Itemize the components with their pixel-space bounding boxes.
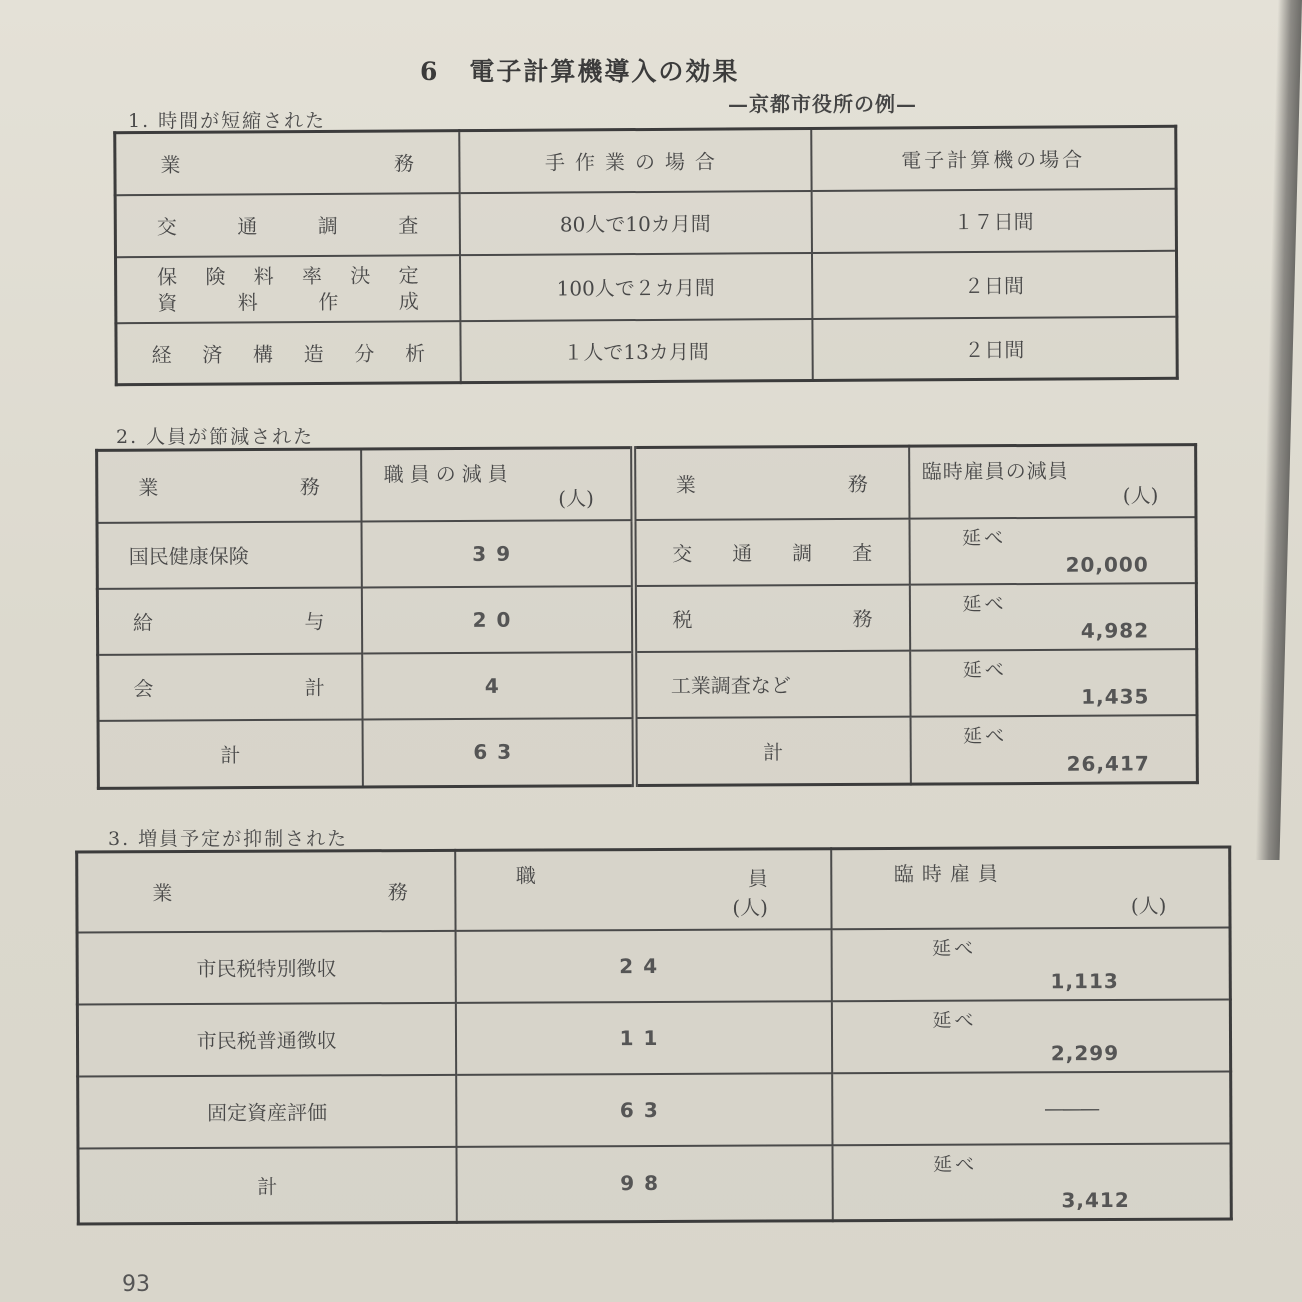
header-staff-char: 職 [515, 863, 542, 888]
temp-value-cell [909, 517, 1196, 585]
header-task-char: 業 [675, 472, 696, 498]
header-temp-unit: (人) [1130, 893, 1167, 918]
staff-value: 39 [361, 520, 633, 587]
cumulative-label: 延べ [933, 1153, 978, 1176]
computer-cell: １７日間 [811, 188, 1176, 252]
header-staff [455, 849, 831, 931]
time-reduction-table [113, 125, 1179, 386]
manual-cell: 100人で２カ月間 [459, 252, 811, 320]
temp-value: 20,000 [1065, 551, 1149, 577]
task-cell [633, 584, 909, 651]
header-task [115, 131, 459, 195]
computer-cell: ２日間 [811, 250, 1176, 318]
task-cell [115, 255, 459, 323]
total-label: 計 [78, 1146, 456, 1224]
table-row [115, 250, 1176, 322]
total-label: 計 [98, 719, 362, 788]
task-char: 計 [304, 675, 325, 700]
staff-value: 4 [362, 652, 634, 719]
section3-title: 3. 増員予定が抑制された [108, 828, 349, 850]
header-task-right [633, 446, 909, 519]
table-row [77, 999, 1230, 1076]
task-cell [97, 587, 361, 654]
temp-value-cell [831, 999, 1230, 1073]
task-cell: 固定資産評価 [78, 1074, 456, 1148]
cumulative-label: 延べ [962, 526, 1007, 549]
table-header-row [97, 445, 1196, 523]
book-page-edge [1255, 0, 1302, 860]
task-char: 済 [202, 342, 223, 367]
task-char: 析 [404, 341, 426, 366]
task-char: 会 [133, 676, 154, 701]
header-task-char: 業 [160, 153, 181, 178]
table-row [97, 517, 1196, 589]
temp-value-cell [910, 649, 1197, 717]
table-row [116, 316, 1177, 384]
temp-total-cell [910, 715, 1197, 785]
task-char: 決 [350, 263, 371, 288]
task-char: 率 [301, 263, 323, 288]
manual-cell: １人で13カ月間 [460, 318, 812, 382]
table-total-row [98, 715, 1197, 789]
temp-value-cell [909, 583, 1196, 651]
hiring-suppression-table [75, 845, 1233, 1225]
header-manual: 手作業の場合 [459, 128, 811, 192]
task-char: 分 [354, 341, 375, 366]
task-char: 料 [237, 289, 258, 314]
cumulative-label: 延べ [962, 592, 1007, 615]
temp-value: 4,982 [1080, 617, 1150, 643]
task-char: 交 [156, 214, 177, 239]
task-char: 査 [852, 540, 873, 565]
task-char: 構 [252, 342, 274, 367]
task-char: 調 [792, 541, 813, 566]
table-row [77, 927, 1230, 1004]
table-row [98, 649, 1197, 721]
staff-total: 98 [456, 1145, 832, 1223]
temp-value: 1,113 [1050, 968, 1119, 993]
task-char: 給 [132, 610, 154, 635]
temp-total: 26,417 [1066, 751, 1150, 776]
header-staff-reduction-label: 職員の減員 [383, 461, 514, 487]
header-task-left [97, 449, 361, 522]
table-row [78, 1071, 1231, 1148]
task-char: 通 [237, 214, 258, 239]
header-staff-unit: (人) [558, 485, 594, 510]
cumulative-label: 延べ [932, 937, 977, 960]
staff-total: 63 [362, 718, 634, 787]
header-task-char: 業 [152, 881, 173, 906]
staff-value: 20 [361, 586, 633, 653]
header-task-char: 務 [299, 474, 320, 500]
header-temp-reduction-label: 臨時雇員の減員 [921, 458, 1069, 484]
temp-total-cell [832, 1143, 1231, 1221]
staff-reduction-table [95, 443, 1199, 790]
header-task [77, 850, 455, 932]
task-char: 定 [398, 262, 419, 288]
task-cell [115, 193, 459, 257]
task-cell [98, 653, 362, 720]
header-task-char: 務 [393, 151, 415, 176]
task-char: 造 [303, 341, 324, 366]
temp-value-cell [832, 1071, 1231, 1145]
section1-title: 1. 時間が短縮された [128, 110, 327, 132]
table-total-row [78, 1143, 1231, 1224]
temp-total: 3,412 [1061, 1187, 1130, 1213]
task-cell: 市民税特別徴収 [77, 930, 455, 1004]
page-number: 93 [122, 1272, 150, 1297]
header-task-char: 務 [847, 472, 868, 497]
header-staff-reduction [361, 448, 633, 521]
task-char: 通 [732, 541, 753, 566]
header-temp-label: 臨時雇員 [893, 861, 1006, 886]
header-staff-char: 員 [747, 866, 768, 891]
header-staff-unit: (人) [732, 895, 768, 920]
task-char: 作 [318, 289, 339, 314]
task-char: 保 [157, 264, 178, 289]
task-cell: 国民健康保険 [97, 521, 361, 588]
staff-value: 63 [456, 1073, 832, 1147]
task-char: 険 [205, 264, 226, 289]
heading-number: 6 [420, 57, 440, 86]
temp-value: 1,435 [1081, 683, 1150, 709]
staff-value: 11 [455, 1001, 831, 1075]
task-char: 料 [253, 263, 274, 288]
task-cell: 市民税普通徴収 [77, 1002, 455, 1076]
task-char: 税 [672, 607, 693, 632]
computer-cell: ２日間 [812, 316, 1177, 380]
header-temp [831, 847, 1230, 929]
table-row [115, 188, 1176, 256]
cumulative-label: 延べ [963, 724, 1008, 747]
header-computer: 電子計算機の場合 [811, 126, 1176, 190]
header-task-char: 業 [138, 475, 159, 500]
table-header-row [77, 847, 1230, 932]
header-temp-unit: (人) [1122, 482, 1159, 508]
task-char: 務 [852, 606, 873, 631]
task-cell [116, 321, 460, 385]
task-char: 査 [398, 213, 419, 238]
staff-value: 24 [455, 929, 831, 1003]
page-subtitle: —京都市役所の例— [728, 92, 917, 116]
cumulative-label: 延べ [932, 1009, 977, 1032]
total-label: 計 [634, 716, 910, 785]
table-row [97, 583, 1196, 655]
cumulative-label: 延べ [962, 658, 1007, 681]
table-header-row [115, 126, 1176, 194]
task-char: 成 [398, 288, 419, 314]
empty-dash: ——— [1044, 1095, 1099, 1120]
section2-title: 2. 人員が節減された [116, 426, 315, 448]
manual-cell: 80人で10カ月間 [459, 190, 811, 254]
task-char: 経 [151, 342, 172, 367]
task-cell: 工業調査など [634, 650, 910, 717]
page-title [420, 52, 739, 88]
heading-text: 電子計算機導入の効果 [469, 57, 740, 86]
task-char: 与 [304, 609, 325, 634]
header-task-char: 務 [387, 880, 408, 905]
header-temp-reduction [909, 445, 1196, 519]
temp-value: 2,299 [1050, 1040, 1120, 1065]
task-char: 調 [317, 213, 338, 239]
task-char: 交 [672, 541, 693, 566]
task-char: 資 [157, 290, 178, 315]
temp-value-cell [831, 927, 1230, 1001]
task-cell [633, 518, 909, 585]
